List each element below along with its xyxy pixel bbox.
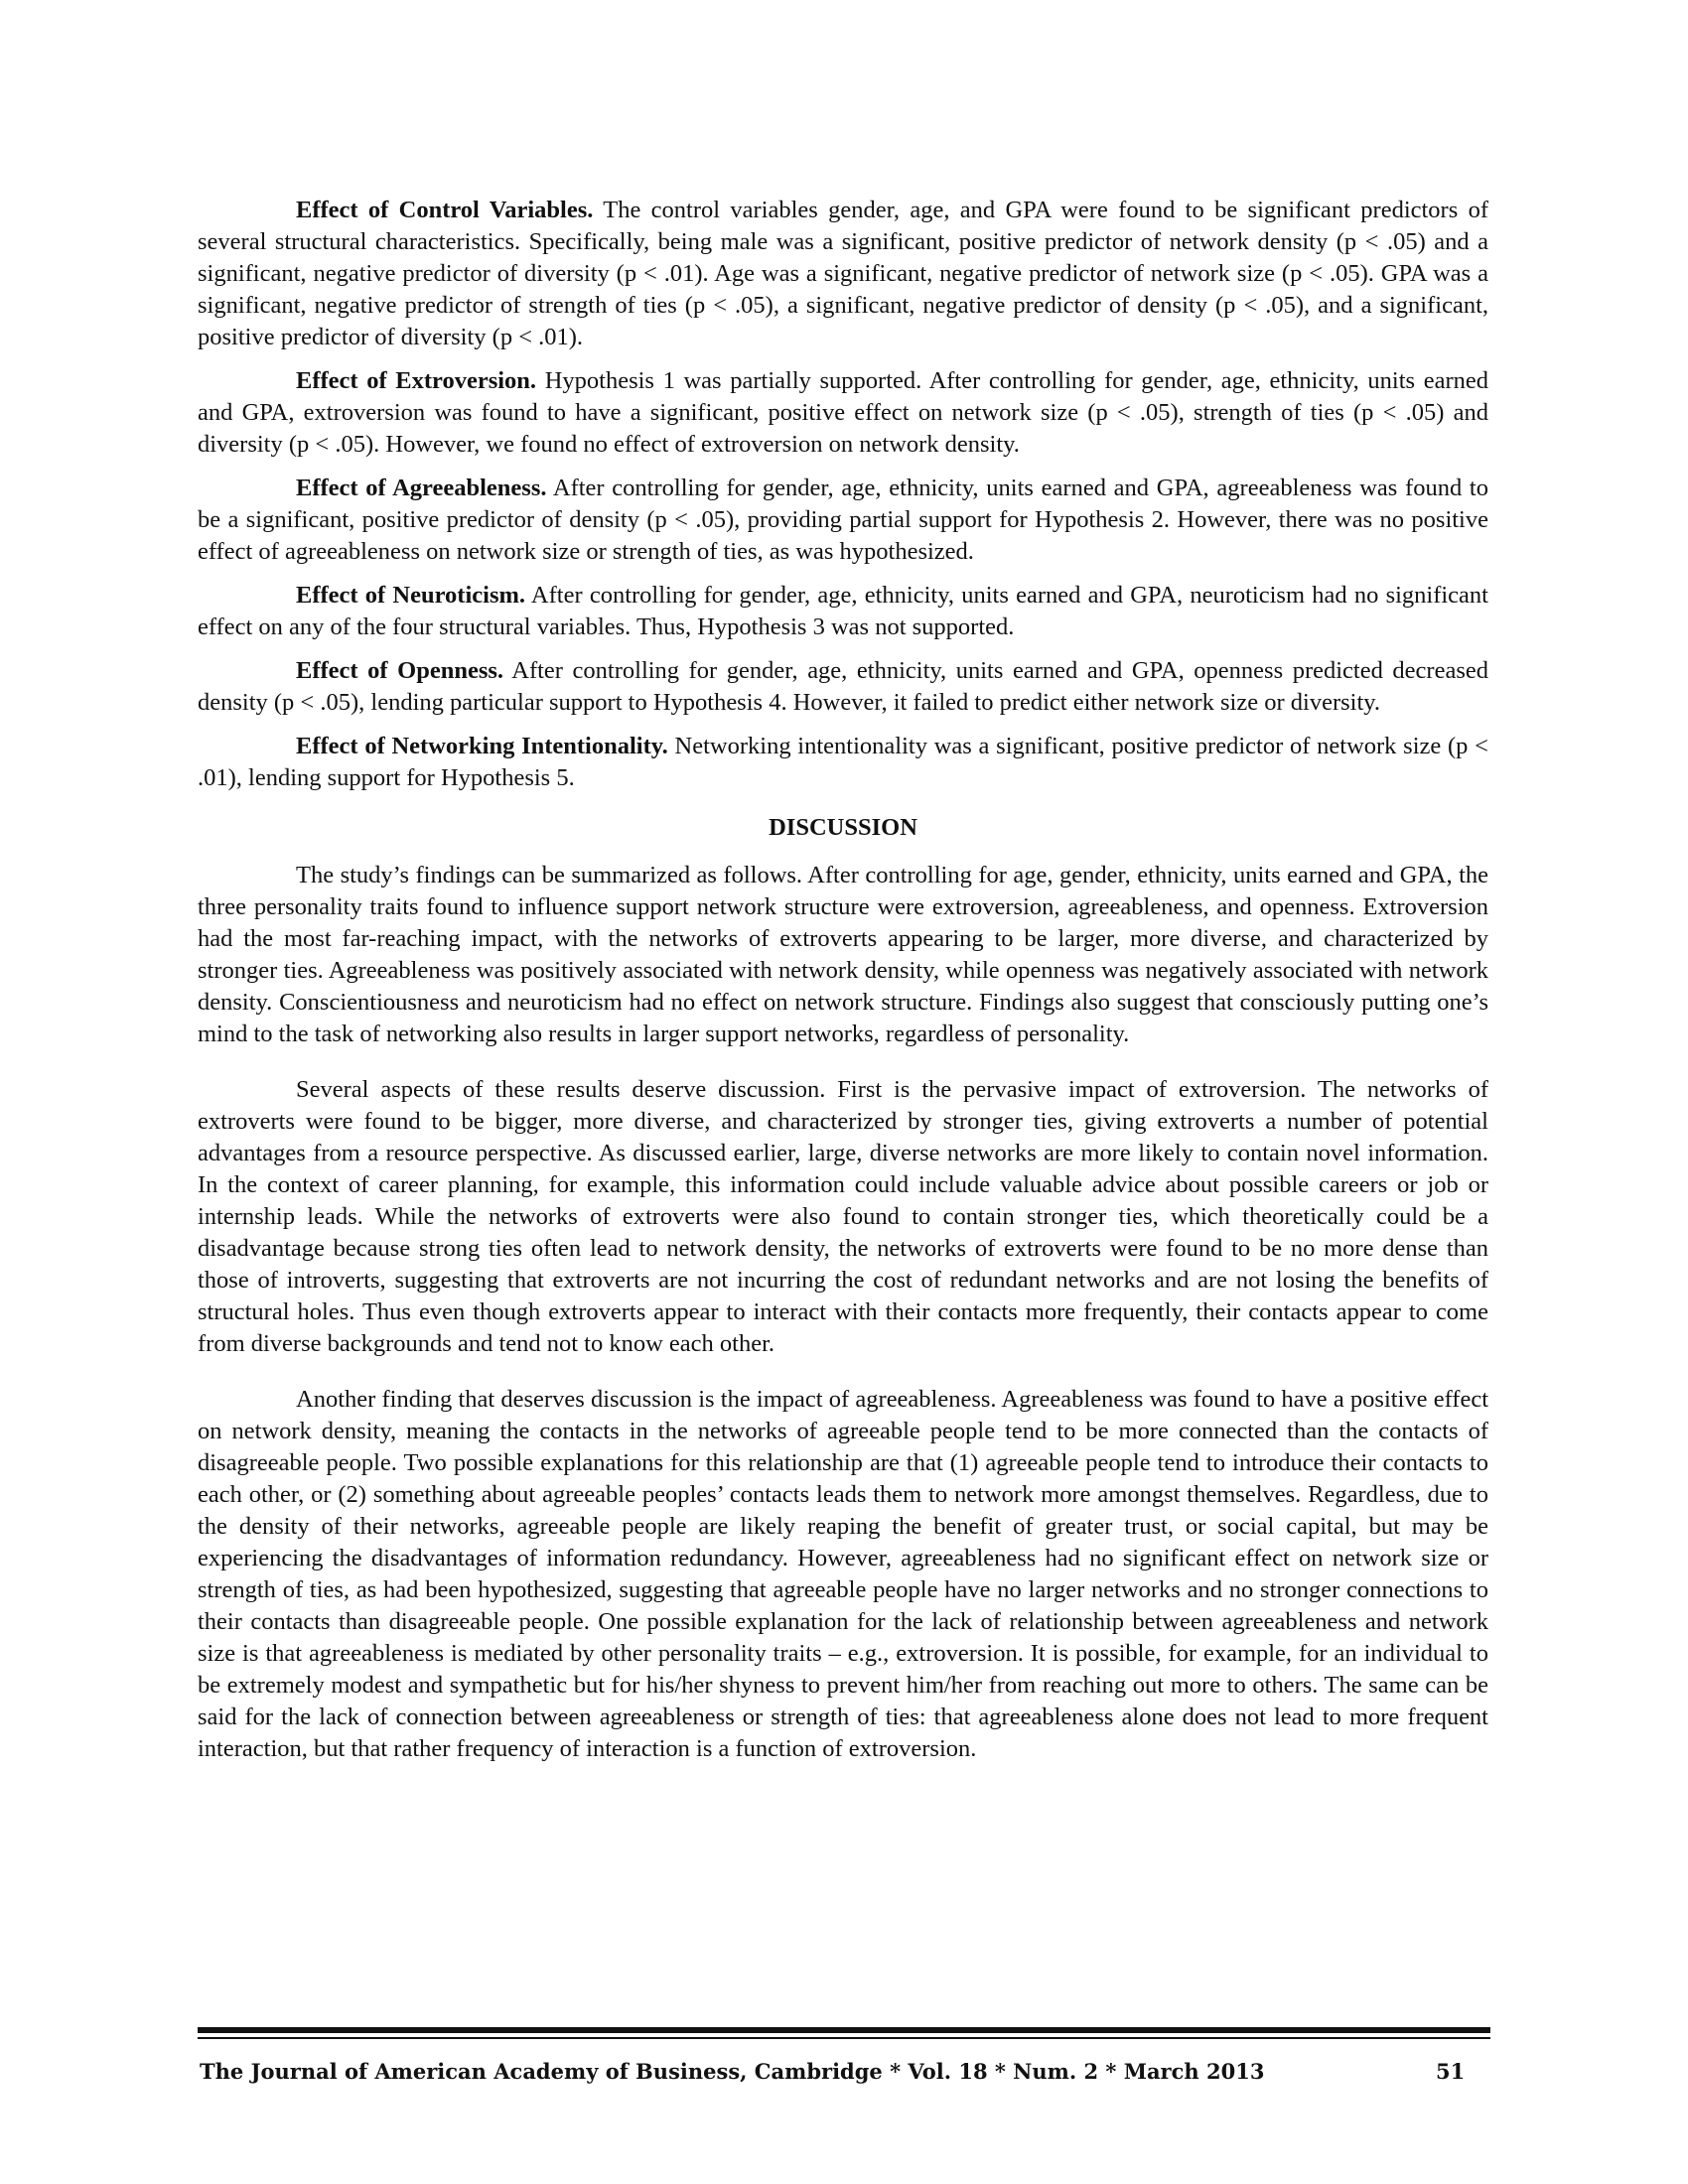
results-paragraph-extroversion: [198, 365, 1488, 461]
footer-rule-thick: [198, 2027, 1490, 2033]
page-body: [198, 195, 1488, 1777]
results-paragraph-neuroticism: [198, 580, 1488, 643]
paragraph-heading: Effect of Extroversion.: [296, 367, 537, 394]
paragraph-text: Networking intentionality was a significant, positive predictor of network size (p < .01), lending support for Hypothesis 5.: [198, 733, 1488, 791]
results-paragraph-agreeableness: [198, 473, 1488, 568]
paragraph-text: After controlling for gender, age, ethnicity, units earned and GPA, agreeableness was found to be a significant, positive predictor of density (p < .05), providing partial support for Hypothesis 2. However, there was no positive effect of agreeableness on network size or strength of ties, as was hypothesized.: [198, 475, 1488, 565]
paragraph-heading: Effect of Neuroticism.: [296, 582, 526, 609]
paragraph-text: The control variables gender, age, and GPA were found to be significant predictors of several structural characteristics. Specifically, being male was a significant, positive predictor of network density (p < .05) and a significant, negative predictor of diversity (p < .01). Age was a significant, negative predictor of network size (p < .05). GPA was a significant, negative predictor of strength of ties (p < .05), a significant, negative predictor of density (p < .05), and a significant, positive predictor of diversity (p < .01).: [198, 197, 1488, 350]
results-paragraph-openness: [198, 655, 1488, 719]
paragraph-heading: Effect of Openness.: [296, 657, 504, 684]
discussion-paragraph: Several aspects of these results deserve discussion. First is the pervasive impact of extroversion. The networks of extroverts were found to be bigger, more diverse, and characterized by stronger ties, giving extroverts a number of potential advantages from a resource perspective. As discussed earlier, large, diverse networks are more likely to contain novel information. In the context of career planning, for example, this information could include valuable advice about possible careers or job or internship leads. While the networks of extroverts were also found to contain stronger ties, which theoretically could be a disadvantage because strong ties often lead to network density, the networks of extroverts were found to be no more dense than those of introverts, suggesting that extroverts are not incurring the cost of redundant networks and are not losing the benefits of structural holes. Thus even though extroverts appear to interact with their contacts more frequently, their contacts appear to come from diverse backgrounds and tend not to know each other.: [198, 1076, 1488, 1357]
paragraph-heading: Effect of Control Variables.: [296, 197, 594, 223]
results-paragraph-networking-intentionality: [198, 731, 1488, 794]
results-paragraph-control-variables: [198, 195, 1488, 353]
section-heading-discussion: DISCUSSION: [769, 814, 917, 841]
page-number: 51: [1436, 2059, 1466, 2084]
footer-journal-citation: The Journal of American Academy of Business, Cambridge * Vol. 18 * Num. 2 * March 2013: [200, 2059, 1265, 2084]
footer-rule-thin: [198, 2037, 1490, 2039]
paragraph-text: Hypothesis 1 was partially supported. After controlling for gender, age, ethnicity, units earned and GPA, extroversion was found to have a significant, positive effect on network size (p < .05), strength of ties (p < .05) and diversity (p < .05). However, we found no effect of extroversion on network density.: [198, 367, 1488, 458]
discussion-paragraph: Another finding that deserves discussion is the impact of agreeableness. Agreeableness was found to have a positive effect on network density, meaning the contacts in the networks of agreeable people tend to be more connected than the contacts of disagreeable people. Two possible explanations for this relationship are that (1) agreeable people tend to introduce their contacts to each other, or (2) something about agreeable peoples’ contacts leads them to network more amongst themselves. Regardless, due to the density of their networks, agreeable people are likely reaping the benefit of greater trust, or social capital, but may be experiencing the disadvantages of information redundancy. However, agreeableness had no significant effect on network size or strength of ties, as had been hypothesized, suggesting that agreeable people have no larger networks and no stronger connections to their contacts than disagreeable people. One possible explanation for the lack of relationship between agreeableness and network size is that agreeableness is mediated by other personality traits – e.g., extroversion. It is possible, for example, for an individual to be extremely modest and sympathetic but for his/her shyness to prevent him/her from reaching out more to others. The same can be said for the lack of connection between agreeableness or strength of ties: that agreeableness alone does not lead to more frequent interaction, but that rather frequency of interaction is a function of extroversion.: [198, 1386, 1488, 1762]
paragraph-heading: Effect of Networking Intentionality.: [296, 733, 668, 759]
paragraph-text: After controlling for gender, age, ethnicity, units earned and GPA, neuroticism had no significant effect on any of the four structural variables. Thus, Hypothesis 3 was not supported.: [198, 582, 1488, 640]
page-footer: [200, 2058, 1471, 2086]
discussion-paragraph: The study’s findings can be summarized as follows. After controlling for age, gender, ethnicity, units earned and GPA, the three personality traits found to influence support network structure were extroversion, agreeableness, and openness. Extroversion had the most far-reaching impact, with the networks of extroverts appearing to be larger, more diverse, and characterized by stronger ties. Agreeableness was positively associated with network density, while openness was negatively associated with network density. Conscientiousness and neuroticism had no effect on network structure. Findings also suggest that consciously putting one’s mind to the task of networking also results in larger support networks, regardless of personality.: [198, 862, 1488, 1047]
paragraph-text: After controlling for gender, age, ethnicity, units earned and GPA, openness predicted decreased density (p < .05), lending particular support to Hypothesis 4. However, it failed to predict either network size or diversity.: [198, 657, 1488, 716]
paragraph-heading: Effect of Agreeableness.: [296, 475, 547, 501]
